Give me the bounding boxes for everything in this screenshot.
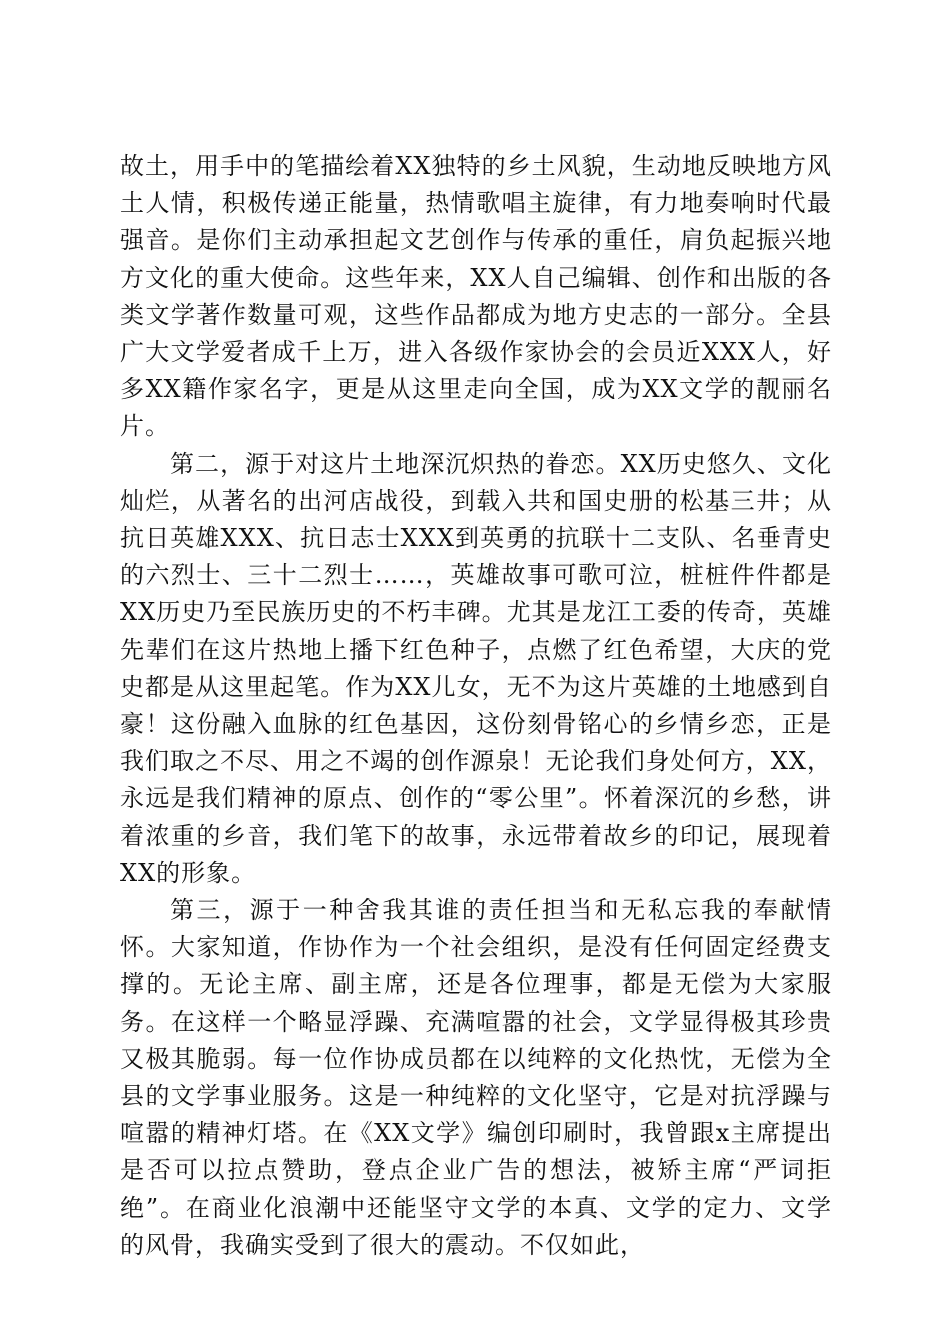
paragraph-second-point: 第二，源于对这片土地深沉炽热的眷恋。XX历史悠久、文化灿烂，从著名的出河店战役，到载入共和国史册的松基三井；从抗日英雄XXX、抗日志士XXX到英勇的抗联十二支队、名垂青史的六烈士、三十二烈士……，英雄故事可歌可泣，桩桩件件都是XX历史乃至民族历史的不朽丰碑。尤其是龙江工委的传奇，英雄先辈们在这片热地上播下红色种子，点燃了红色希望，大庆的党史都是从这里起笔。作为XX儿女，无不为这片英雄的土地感到自豪！这份融入血脉的红色基因，这份刻骨铭心的乡情乡恋，正是我们取之不尽、用之不竭的创作源泉！无论我们身处何方，XX，永远是我们精神的原点、创作的“零公里”。怀着深沉的乡愁，讲着浓重的乡音，我们笔下的故事，永远带着故乡的印记，展现着XX的形象。	[120, 449, 832, 887]
paragraph-continuation: 故土，用手中的笔描绘着XX独特的乡土风貌，生动地反映地方风土人情，积极传递正能量，热情歌唱主旋律，有力地奏响时代最强音。是你们主动承担起文艺创作与传承的重任，肩负起振兴地方文化的重大使命。这些年来，XX人自己编辑、创作和出版的各类文学著作数量可观，这些作品都成为地方史志的一部分。全县广大文学爱者成千上万，进入各级作家协会的会员近XXX人，好多XX籍作家名字，更是从这里走向全国，成为XX文学的靓丽名片。	[120, 152, 832, 441]
document-page	[120, 148, 832, 1264]
paragraph-third-point: 第三，源于一种舍我其谁的责任担当和无私忘我的奉献情怀。大家知道，作协作为一个社会组织，是没有任何固定经费支撑的。无论主席、副主席，还是各位理事，都是无偿为大家服务。在这样一个略显浮躁、充满喧嚣的社会，文学显得极其珍贵又极其脆弱。每一位作协成员都在以纯粹的文化热忱，无偿为全县的文学事业服务。这是一种纯粹的文化坚守，它是对抗浮躁与喧嚣的精神灯塔。在《XX文学》编创印刷时，我曾跟x主席提出是否可以拉点赞助，登点企业广告的想法，被矫主席“严词拒绝”。在商业化浪潮中还能坚守文学的本真、文学的定力、文学的风骨，我确实受到了很大的震动。不仅如此，	[120, 896, 832, 1259]
